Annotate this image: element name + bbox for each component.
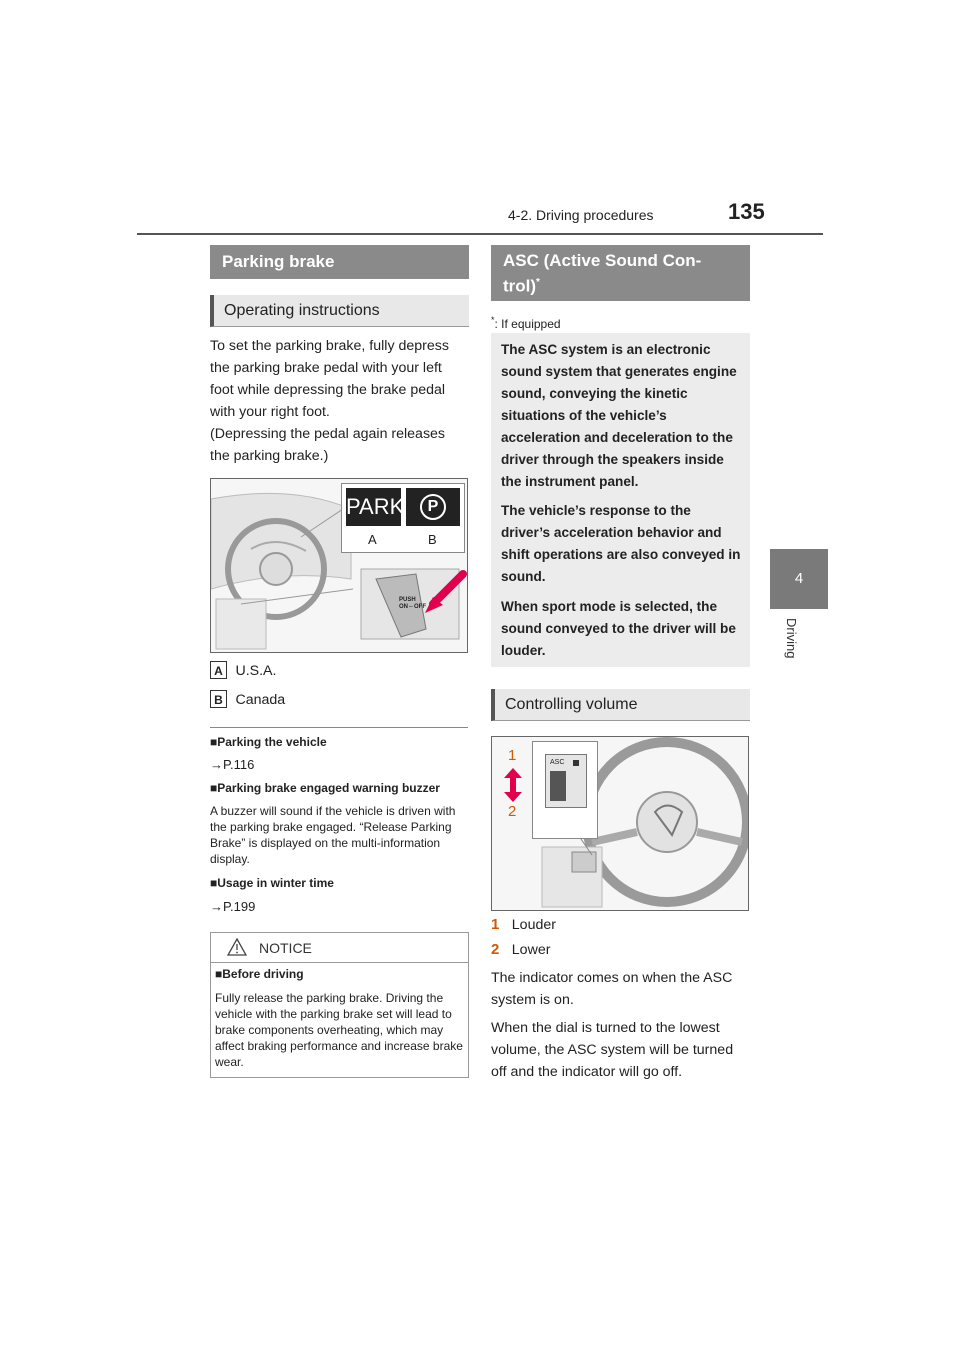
asc-info-box — [491, 333, 750, 667]
steering-wheel-drawing — [492, 737, 748, 910]
legend-item-canada — [210, 689, 285, 711]
up-down-arrow-icon — [502, 767, 524, 803]
asc-dial — [550, 771, 566, 801]
note-title-winter: ■Usage in winter time — [210, 876, 334, 890]
header-divider — [137, 233, 823, 235]
indicator-panel — [341, 483, 465, 553]
section-heading-parking-brake: Parking brake — [210, 245, 469, 279]
note-ref-winter[interactable]: →P.199 — [210, 899, 256, 914]
figure-number-1: 1 — [508, 747, 517, 764]
section-title: 4-2. Driving procedures — [508, 207, 654, 223]
list-text-lower: Lower — [511, 942, 551, 958]
asc-switch-label: ASC — [550, 759, 565, 766]
asc-title-line1: ASC (Active Sound Con- — [503, 251, 702, 270]
asc-volume-illustration — [491, 736, 749, 911]
square-bullet-icon: ■ — [215, 967, 223, 981]
parking-brake-illustration — [210, 478, 468, 653]
note-title-buzzer: ■Parking brake engaged warning buzzer — [210, 781, 440, 795]
subheading-operating-instructions: Operating instructions — [210, 295, 469, 327]
push-label: PUSH ON⇔OFF — [399, 597, 426, 610]
legend-key-a: A — [210, 661, 227, 679]
list-number-2: 2 — [491, 941, 500, 958]
park-indicator: PARK — [346, 488, 401, 526]
paragraph-release-brake: (Depressing the pedal again releases the parking brake.) — [210, 426, 446, 464]
notice-box — [210, 932, 469, 1078]
figure-label-b: B — [428, 532, 437, 547]
square-bullet-icon: ■ — [210, 876, 218, 890]
warning-triangle-icon — [227, 938, 247, 956]
square-bullet-icon: ■ — [210, 781, 218, 795]
notes-divider — [210, 727, 468, 728]
notice-label: NOTICE — [259, 940, 312, 956]
asc-indicator-light — [573, 760, 579, 766]
chapter-label: Driving — [784, 618, 799, 659]
figure-number-2: 2 — [508, 803, 517, 820]
legend-text-usa: U.S.A. — [235, 663, 277, 679]
asc-info-para1: The ASC system is an electronic sound system that generates engine sound, conveying the kinetic situations of the vehicle’s acceleration and deceleration to the driver through the speakers inside the instrument panel. — [501, 342, 737, 489]
note-title-parking: ■Parking the vehicle — [210, 735, 327, 749]
p-indicator-box — [406, 488, 460, 526]
asc-switch-inset — [532, 741, 598, 839]
notice-text: Fully release the parking brake. Driving the vehicle with the parking brake set will lead to brake components overheating, which may affect braking performance and increase brake wear. — [215, 991, 463, 1069]
asc-dial-housing — [545, 754, 587, 808]
list-text-louder: Louder — [511, 917, 556, 933]
paragraph-indicator-on: The indicator comes on when the ASC system is on. — [491, 970, 733, 1008]
section-heading-asc — [491, 245, 750, 301]
asc-title-line2-wrap: trol)* — [503, 276, 540, 296]
figure-label-a: A — [368, 532, 377, 547]
note-ref-parking[interactable]: →P.116 — [210, 757, 255, 772]
page-number: 135 — [728, 199, 765, 224]
p-symbol-icon: P — [420, 494, 446, 520]
square-bullet-icon: ■ — [210, 735, 218, 749]
notice-title: ■Before driving — [215, 967, 304, 981]
footnote-if-equipped: *: If equipped — [491, 315, 561, 331]
note-text-buzzer: A buzzer will sound if the vehicle is driven with the parking brake engaged. “Release Parking Brake” is displayed on the multi-information display. — [210, 804, 456, 866]
asc-info-para3: When sport mode is selected, the sound conveyed to the driver will be louder. — [501, 599, 736, 658]
subheading-controlling-volume: Controlling volume — [491, 689, 750, 721]
paragraph-set-brake: To set the parking brake, fully depress the parking brake pedal with your left foot while depressing the brake pedal with your right foot. — [210, 338, 449, 420]
notice-header — [211, 933, 468, 963]
list-number-1: 1 — [491, 916, 500, 933]
chapter-tab: 4 — [770, 549, 828, 609]
legend-key-b: B — [210, 690, 227, 708]
list-item-louder — [491, 914, 556, 936]
asc-info-para2: The vehicle’s response to the driver’s acceleration behavior and shift operations are also conveyed in sound. — [501, 503, 741, 584]
legend-text-canada: Canada — [235, 692, 286, 708]
paragraph-lowest-volume: When the dial is turned to the lowest volume, the ASC system will be turned off and the indicator will go off. — [491, 1020, 734, 1080]
legend-item-usa — [210, 660, 276, 682]
list-item-lower — [491, 939, 550, 961]
